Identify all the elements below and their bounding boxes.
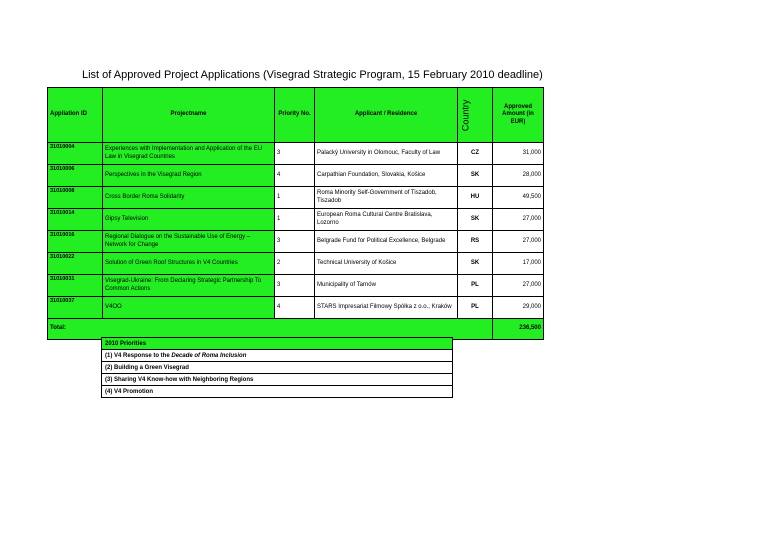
- cell-priority: 1: [275, 187, 315, 209]
- cell-country: CZ: [458, 143, 493, 165]
- cell-amount: 27,000: [493, 275, 544, 297]
- applications-table: [47, 87, 544, 340]
- page-title: List of Approved Project Applications (Visegrad Strategic Program, 15 February 2010 deadline): [82, 69, 543, 81]
- cell-country: SK: [458, 209, 493, 231]
- priority-item-text: (1) V4 Response to the: [105, 352, 172, 359]
- cell-applicant: European Roma Cultural Centre Bratislava, Lozorno: [315, 209, 458, 231]
- cell-project-name: Perspectives in the Visegrad Region: [103, 165, 275, 187]
- table-row: [48, 253, 544, 275]
- cell-application-id: 31010004: [48, 143, 103, 165]
- priority-item-text: (4) V4 Promotion: [105, 388, 154, 395]
- table-row: [48, 209, 544, 231]
- cell-project-name: Regional Dialogue on the Sustainable Use of Energy – Network for Change: [103, 231, 275, 253]
- table-row: [48, 143, 544, 165]
- cell-country: PL: [458, 275, 493, 297]
- cell-priority: 4: [275, 297, 315, 319]
- cell-application-id: 31010037: [48, 297, 103, 319]
- col-header-applicant: Applicant / Residence: [315, 88, 458, 143]
- cell-country: SK: [458, 165, 493, 187]
- cell-priority: 3: [275, 143, 315, 165]
- priority-item: [102, 350, 453, 362]
- cell-application-id: 31010006: [48, 165, 103, 187]
- priority-item-emphasis: Decade of Roma Inclusion: [171, 352, 247, 359]
- table-row: [48, 187, 544, 209]
- cell-priority: 4: [275, 165, 315, 187]
- table-row: [48, 275, 544, 297]
- cell-project-name: V4OO: [103, 297, 275, 319]
- cell-amount: 27,000: [493, 209, 544, 231]
- cell-application-id: 31010014: [48, 209, 103, 231]
- cell-applicant: STARS Impresariat Filmowy Spółka z o.o., Kraków: [315, 297, 458, 319]
- cell-application-id: 31010016: [48, 231, 103, 253]
- cell-priority: 3: [275, 231, 315, 253]
- cell-application-id: 31010022: [48, 253, 103, 275]
- cell-applicant: Municipality of Tarnów: [315, 275, 458, 297]
- cell-project-name: Experiences with Implementation and Application of the EU Law in Visegrad Countries: [103, 143, 275, 165]
- cell-application-id: 31010031: [48, 275, 103, 297]
- cell-amount: 27,000: [493, 231, 544, 253]
- col-header-project-name: Projectname: [103, 88, 275, 143]
- table-row: [48, 297, 544, 319]
- table-row: [48, 231, 544, 253]
- cell-project-name: Visegrad-Ukraine: From Declaring Strategic Partnership To Common Actions: [103, 275, 275, 297]
- cell-priority: 1: [275, 209, 315, 231]
- col-header-country: [458, 88, 493, 143]
- cell-priority: 2: [275, 253, 315, 275]
- priorities-table: [101, 337, 453, 398]
- priorities-header: 2010 Priorities: [102, 338, 453, 350]
- cell-project-name: Solution of Green Roof Structures in V4 Countries: [103, 253, 275, 275]
- table-row: [48, 165, 544, 187]
- priority-item: [102, 362, 453, 374]
- cell-country: SK: [458, 253, 493, 275]
- priority-item-text: (3) Sharing V4 Know-how with Neighboring Regions: [105, 376, 254, 383]
- total-value: 236,500: [493, 319, 544, 340]
- cell-country: RS: [458, 231, 493, 253]
- cell-amount: 17,000: [493, 253, 544, 275]
- priority-item: [102, 386, 453, 398]
- cell-amount: 49,500: [493, 187, 544, 209]
- cell-applicant: Technical University of Košice: [315, 253, 458, 275]
- cell-country: HU: [458, 187, 493, 209]
- priority-item: [102, 374, 453, 386]
- cell-amount: 31,000: [493, 143, 544, 165]
- total-label: Total:: [48, 319, 493, 340]
- cell-amount: 29,000: [493, 297, 544, 319]
- cell-priority: 3: [275, 275, 315, 297]
- table-header-row: [48, 88, 544, 143]
- cell-project-name: Cross Border Roma Solidarity: [103, 187, 275, 209]
- cell-amount: 28,000: [493, 165, 544, 187]
- cell-applicant: Roma Minority Self-Government of Tiszadob, Tiszadob: [315, 187, 458, 209]
- col-header-priority: Priority No.: [275, 88, 315, 143]
- col-header-amount: Approved Amount (in EUR): [493, 88, 544, 143]
- cell-project-name: Gipsy Television: [103, 209, 275, 231]
- cell-applicant: Belgrade Fund for Political Excellence, Belgrade: [315, 231, 458, 253]
- country-header-label: Country: [460, 99, 471, 131]
- cell-applicant: Palacký University in Olomouc, Faculty of Law: [315, 143, 458, 165]
- cell-applicant: Carpathian Foundation, Slovakia, Košice: [315, 165, 458, 187]
- col-header-app-id: Appliation ID: [48, 88, 103, 143]
- cell-application-id: 31010008: [48, 187, 103, 209]
- priority-item-text: (2) Building a Green Visegrad: [105, 364, 189, 371]
- cell-country: PL: [458, 297, 493, 319]
